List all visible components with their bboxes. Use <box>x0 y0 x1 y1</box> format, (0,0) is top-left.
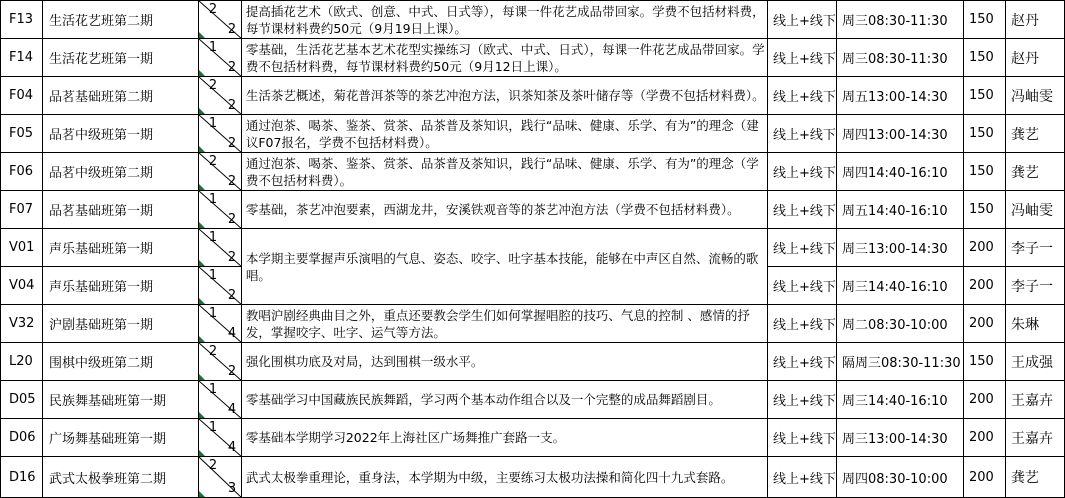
grade-cell <box>198 305 241 343</box>
course-name: 品茗中级班第二期 <box>42 153 198 191</box>
course-name: 沪剧基础班第一期 <box>42 305 198 343</box>
grade-bottom: 2 <box>227 174 237 189</box>
course-description: 本学期主要掌握声乐演唱的气息、姿态、咬字、吐字基本技能，能够在中声区自然、流畅的歌唱。 <box>241 229 767 305</box>
green-marker-icon <box>199 491 205 497</box>
course-description: 教唱沪剧经典曲目之外，重点还要教会学生们如何掌握唱腔的技巧、气息的控制 、感情的抒发，掌握咬字、吐字、运气等方法。 <box>241 305 767 343</box>
course-description: 零基础学习中国藏族民族舞蹈，学习两个基本动作组合以及一个完整的成品舞蹈剧目。 <box>241 381 767 419</box>
grade-cell <box>198 343 241 381</box>
course-code: F06 <box>1 153 43 191</box>
table-row[interactable] <box>1 305 1065 343</box>
grade-bottom: 2 <box>227 250 237 265</box>
course-code: F05 <box>1 115 43 153</box>
course-description: 零基础，生活花艺基本艺术花型实操练习（欧式、中式、日式），每课一件花艺成品带回家。学费不包括材料费，每节课材料费约50元（9月12日上课）。 <box>241 39 767 77</box>
course-teacher: 龚艺 <box>1005 115 1064 153</box>
green-marker-icon <box>199 146 205 152</box>
course-time: 周三13:00-14:30 <box>837 229 964 267</box>
grade-cell <box>198 77 241 115</box>
green-marker-icon <box>199 222 205 228</box>
grade-bottom: 2 <box>227 60 237 75</box>
green-marker-icon <box>199 450 205 456</box>
grade-bottom: 4 <box>227 402 237 417</box>
grade-cell <box>198 115 241 153</box>
table-body <box>1 1 1065 498</box>
green-marker-icon <box>199 298 205 304</box>
grade-cell <box>198 1 241 39</box>
grade-bottom: 4 <box>227 326 237 341</box>
course-code: F04 <box>1 77 43 115</box>
table-row[interactable] <box>1 229 1065 267</box>
course-teacher: 龚艺 <box>1005 457 1064 498</box>
course-fee: 150 <box>963 343 1005 381</box>
green-marker-icon <box>199 70 205 76</box>
table-row[interactable] <box>1 457 1065 498</box>
course-time: 周五13:00-14:30 <box>837 77 964 115</box>
course-description: 零基础，茶艺冲泡要素，西湖龙井，安溪铁观音等的茶艺冲泡方法（学费不包括材料费）。 <box>241 191 767 229</box>
green-marker-icon <box>199 260 205 266</box>
course-fee: 150 <box>963 191 1005 229</box>
course-mode: 线上+线下 <box>768 153 837 191</box>
course-fee: 150 <box>963 39 1005 77</box>
course-teacher: 李子一 <box>1005 229 1064 267</box>
course-time: 周五14:40-16:10 <box>837 191 964 229</box>
course-mode: 线上+线下 <box>768 115 837 153</box>
course-description: 武式太极拳重理论，重身法，本学期为中级，主要练习太极功法操和简化四十九式套路。 <box>241 457 767 498</box>
course-name: 武式太极拳班第二期 <box>42 457 198 498</box>
course-teacher: 冯岫雯 <box>1005 77 1064 115</box>
course-description: 通过泡茶、喝茶、鉴茶、赏茶、品茶普及茶知识，践行“品味、健康、乐学、有为”的理念（学费不包括材料费）。 <box>241 153 767 191</box>
course-name: 广场舞基础班第一期 <box>42 419 198 457</box>
green-marker-icon <box>199 184 205 190</box>
course-mode: 线上+线下 <box>768 267 837 305</box>
course-fee: 200 <box>963 305 1005 343</box>
course-time: 周三08:30-11:30 <box>837 39 964 77</box>
grade-bottom: 2 <box>227 212 237 227</box>
course-mode: 线上+线下 <box>768 381 837 419</box>
course-time: 周三08:30-11:30 <box>837 1 964 39</box>
course-description: 通过泡茶、喝茶、鉴茶、赏茶、品茶普及茶知识，践行“品味、健康、乐学、有为”的理念（建议F07报名，学费不包括材料费）。 <box>241 115 767 153</box>
table-row[interactable] <box>1 39 1065 77</box>
course-name: 民族舞基础班第一期 <box>42 381 198 419</box>
course-time: 周四13:00-14:30 <box>837 115 964 153</box>
table-row[interactable] <box>1 77 1065 115</box>
grade-top: 1 <box>208 192 218 207</box>
course-description: 生活茶艺概述，菊花普洱茶等的茶艺冲泡方法，识茶知茶及茶叶储存等（学费不包括材料费）。 <box>241 77 767 115</box>
grade-top: 1 <box>208 268 218 283</box>
grade-cell <box>198 267 241 305</box>
grade-top: 1 <box>208 40 218 55</box>
grade-bottom: 2 <box>227 136 237 151</box>
grade-bottom: 2 <box>227 364 237 379</box>
grade-top: 2 <box>208 154 218 169</box>
grade-top: 1 <box>208 382 218 397</box>
course-name: 品茗基础班第一期 <box>42 191 198 229</box>
course-code: D05 <box>1 381 43 419</box>
course-code: F14 <box>1 39 43 77</box>
course-time: 周四14:40-16:10 <box>837 153 964 191</box>
grade-cell <box>198 191 241 229</box>
course-mode: 线上+线下 <box>768 191 837 229</box>
course-teacher: 王成强 <box>1005 343 1064 381</box>
grade-top: 1 <box>208 116 218 131</box>
course-mode: 线上+线下 <box>768 419 837 457</box>
grade-bottom: 2 <box>227 288 237 303</box>
grade-bottom: 3 <box>227 481 237 496</box>
course-fee: 150 <box>963 77 1005 115</box>
course-mode: 线上+线下 <box>768 229 837 267</box>
course-fee: 200 <box>963 419 1005 457</box>
grade-cell <box>198 229 241 267</box>
course-name: 声乐基础班第一期 <box>42 229 198 267</box>
grade-top: 1 <box>208 306 218 321</box>
course-teacher: 王嘉卉 <box>1005 419 1064 457</box>
course-name: 品茗中级班第一期 <box>42 115 198 153</box>
grade-cell <box>198 457 241 498</box>
course-time: 周三14:40-16:10 <box>837 267 964 305</box>
course-time: 隔周三08:30-11:30 <box>837 343 964 381</box>
course-name: 围棋中级班第二期 <box>42 343 198 381</box>
green-marker-icon <box>199 336 205 342</box>
table-row[interactable] <box>1 1 1065 39</box>
course-mode: 线上+线下 <box>768 39 837 77</box>
table-row[interactable] <box>1 115 1065 153</box>
grade-top: 2 <box>208 2 218 17</box>
course-code: V32 <box>1 305 43 343</box>
grade-cell <box>198 419 241 457</box>
table-row[interactable] <box>1 153 1065 191</box>
course-code: V01 <box>1 229 43 267</box>
course-mode: 线上+线下 <box>768 305 837 343</box>
grade-top: 1 <box>208 230 218 245</box>
course-fee: 150 <box>963 1 1005 39</box>
course-teacher: 王嘉卉 <box>1005 381 1064 419</box>
course-description: 强化围棋功底及对局，达到围棋一级水平。 <box>241 343 767 381</box>
grade-top: 2 <box>208 458 218 473</box>
course-teacher: 朱琳 <box>1005 305 1064 343</box>
green-marker-icon <box>199 374 205 380</box>
course-fee: 200 <box>963 267 1005 305</box>
course-fee: 200 <box>963 381 1005 419</box>
course-teacher: 龚艺 <box>1005 153 1064 191</box>
course-description: 提高插花艺术（欧式、创意、中式、日式等），每课一件花艺成品带回家。学费不包括材料费，每节课材料费约50元（9月19日上课）。 <box>241 1 767 39</box>
course-time: 周三13:00-14:30 <box>837 419 964 457</box>
course-code: D06 <box>1 419 43 457</box>
course-mode: 线上+线下 <box>768 1 837 39</box>
course-mode: 线上+线下 <box>768 77 837 115</box>
course-description: 零基础本学期学习2022年上海社区广场舞推广套路一支。 <box>241 419 767 457</box>
green-marker-icon <box>199 108 205 114</box>
grade-cell <box>198 39 241 77</box>
course-name: 声乐基础班第一期 <box>42 267 198 305</box>
grade-top: 2 <box>208 344 218 359</box>
course-name: 品茗基础班第二期 <box>42 77 198 115</box>
course-code: V04 <box>1 267 43 305</box>
grade-top: 2 <box>208 78 218 93</box>
course-teacher: 冯岫雯 <box>1005 191 1064 229</box>
table-row[interactable] <box>1 381 1065 419</box>
course-code: D16 <box>1 457 43 498</box>
course-time: 周四08:30-10:00 <box>837 457 964 498</box>
grade-cell <box>198 381 241 419</box>
course-code: F13 <box>1 1 43 39</box>
course-code: L20 <box>1 343 43 381</box>
course-fee: 150 <box>963 115 1005 153</box>
grade-top: 1 <box>208 420 218 435</box>
course-mode: 线上+线下 <box>768 343 837 381</box>
green-marker-icon <box>199 412 205 418</box>
course-time: 周三14:40-16:10 <box>837 381 964 419</box>
course-teacher: 赵丹 <box>1005 39 1064 77</box>
grade-bottom: 4 <box>227 440 237 455</box>
course-fee: 200 <box>963 229 1005 267</box>
table-row[interactable] <box>1 191 1065 229</box>
course-name: 生活花艺班第二期 <box>42 1 198 39</box>
course-fee: 150 <box>963 153 1005 191</box>
course-code: F07 <box>1 191 43 229</box>
grade-bottom: 2 <box>227 22 237 37</box>
table-row[interactable] <box>1 419 1065 457</box>
course-name: 生活花艺班第一期 <box>42 39 198 77</box>
course-teacher: 李子一 <box>1005 267 1064 305</box>
green-marker-icon <box>199 32 205 38</box>
grade-bottom: 2 <box>227 98 237 113</box>
course-teacher: 赵丹 <box>1005 1 1064 39</box>
grade-cell <box>198 153 241 191</box>
course-mode: 线上+线下 <box>768 457 837 498</box>
course-fee: 200 <box>963 457 1005 498</box>
table-row[interactable] <box>1 343 1065 381</box>
course-time: 周二08:30-10:00 <box>837 305 964 343</box>
